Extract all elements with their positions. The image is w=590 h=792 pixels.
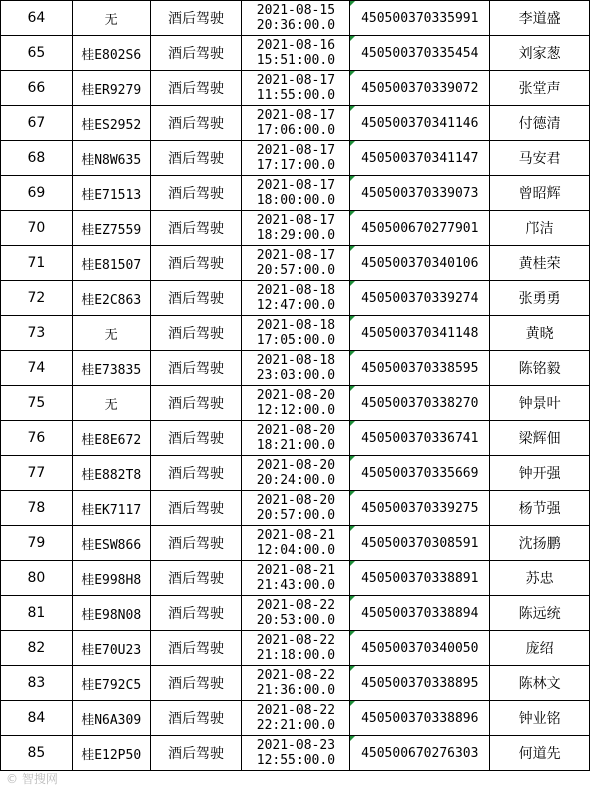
document-number-cell — [350, 386, 490, 421]
table-row — [1, 491, 590, 526]
row-number-cell: 77 — [1, 456, 73, 491]
violation-type-cell: 酒后驾驶 — [150, 456, 242, 491]
document-number-cell — [350, 561, 490, 596]
plate-number-cell: 桂N8W635 — [72, 141, 150, 176]
plate-number-cell: 桂E8E672 — [72, 421, 150, 456]
cell-marker-icon — [350, 141, 355, 146]
violation-type-cell: 酒后驾驶 — [150, 631, 242, 666]
document-number-text: 450500370338891 — [361, 570, 479, 586]
date-text: 2021-08-21 — [256, 563, 336, 578]
plate-number-cell: 桂EZ7559 — [72, 211, 150, 246]
time-text: 20:57:00.0 — [256, 508, 336, 523]
plate-number-cell: 桂E998H8 — [72, 561, 150, 596]
plate-number-cell: 桂E12P50 — [72, 736, 150, 771]
document-number-cell — [350, 456, 490, 491]
name-cell: 张勇勇 — [490, 281, 590, 316]
datetime-cell — [242, 456, 350, 491]
name-cell: 付德清 — [490, 106, 590, 141]
plate-number-cell: 桂EK7117 — [72, 491, 150, 526]
date-text: 2021-08-20 — [256, 388, 336, 403]
datetime-cell — [242, 421, 350, 456]
row-number-cell: 73 — [1, 316, 73, 351]
cell-marker-icon — [350, 421, 355, 426]
row-number-cell: 80 — [1, 561, 73, 596]
document-number-text: 450500370339072 — [361, 80, 479, 96]
violation-type-cell: 酒后驾驶 — [150, 666, 242, 701]
violation-type-cell: 酒后驾驶 — [150, 281, 242, 316]
name-cell: 刘家葱 — [490, 36, 590, 71]
cell-marker-icon — [350, 596, 355, 601]
name-cell: 钟景叶 — [490, 386, 590, 421]
document-number-cell — [350, 36, 490, 71]
plate-number-cell: 桂E71513 — [72, 176, 150, 211]
table-row — [1, 351, 590, 386]
datetime-cell — [242, 561, 350, 596]
date-text: 2021-08-20 — [256, 423, 336, 438]
violation-type-cell: 酒后驾驶 — [150, 736, 242, 771]
date-text: 2021-08-17 — [256, 73, 336, 88]
cell-marker-icon — [350, 246, 355, 251]
table-row — [1, 666, 590, 701]
date-text: 2021-08-18 — [256, 353, 336, 368]
violation-type-cell: 酒后驾驶 — [150, 596, 242, 631]
plate-number-cell: 桂E2C863 — [72, 281, 150, 316]
document-number-cell — [350, 1, 490, 36]
datetime-cell — [242, 1, 350, 36]
violation-type-cell: 酒后驾驶 — [150, 526, 242, 561]
document-number-cell — [350, 631, 490, 666]
row-number-cell: 71 — [1, 246, 73, 281]
violation-type-cell: 酒后驾驶 — [150, 141, 242, 176]
time-text: 18:00:00.0 — [256, 193, 336, 208]
date-text: 2021-08-17 — [256, 108, 336, 123]
violation-type-cell: 酒后驾驶 — [150, 421, 242, 456]
cell-marker-icon — [350, 666, 355, 671]
table-row — [1, 281, 590, 316]
row-number-cell: 65 — [1, 36, 73, 71]
violation-type-cell: 酒后驾驶 — [150, 386, 242, 421]
plate-number-cell: 桂E98N08 — [72, 596, 150, 631]
time-text: 22:21:00.0 — [256, 718, 336, 733]
document-number-cell — [350, 526, 490, 561]
datetime-cell — [242, 36, 350, 71]
time-text: 12:12:00.0 — [256, 403, 336, 418]
document-number-text: 450500370335991 — [361, 10, 479, 26]
document-number-text: 450500370335669 — [361, 465, 479, 481]
date-text: 2021-08-17 — [256, 213, 336, 228]
time-text: 15:51:00.0 — [256, 53, 336, 68]
name-cell: 马安君 — [490, 141, 590, 176]
table-row — [1, 456, 590, 491]
cell-marker-icon — [350, 736, 355, 741]
cell-marker-icon — [350, 701, 355, 706]
date-text: 2021-08-17 — [256, 248, 336, 263]
document-number-cell — [350, 491, 490, 526]
time-text: 18:29:00.0 — [256, 228, 336, 243]
datetime-cell — [242, 141, 350, 176]
date-text: 2021-08-22 — [256, 703, 336, 718]
table-row — [1, 386, 590, 421]
table-row — [1, 631, 590, 666]
plate-number-cell: 无 — [72, 316, 150, 351]
name-cell: 邝洁 — [490, 211, 590, 246]
datetime-cell — [242, 211, 350, 246]
document-number-cell — [350, 421, 490, 456]
name-cell: 杨节强 — [490, 491, 590, 526]
time-text: 20:57:00.0 — [256, 263, 336, 278]
plate-number-cell: 桂E792C5 — [72, 666, 150, 701]
violation-type-cell: 酒后驾驶 — [150, 316, 242, 351]
cell-marker-icon — [350, 351, 355, 356]
table-row — [1, 106, 590, 141]
time-text: 12:04:00.0 — [256, 543, 336, 558]
datetime-cell — [242, 596, 350, 631]
row-number-cell: 67 — [1, 106, 73, 141]
document-number-cell — [350, 71, 490, 106]
time-text: 12:55:00.0 — [256, 753, 336, 768]
table-row — [1, 36, 590, 71]
table-row — [1, 176, 590, 211]
document-number-cell — [350, 666, 490, 701]
document-number-cell — [350, 351, 490, 386]
watermark: © 智搜网 — [6, 772, 58, 786]
table-row — [1, 1, 590, 36]
plate-number-cell: 桂E882T8 — [72, 456, 150, 491]
datetime-cell — [242, 701, 350, 736]
document-number-text: 450500370340106 — [361, 255, 479, 271]
name-cell: 钟开强 — [490, 456, 590, 491]
table-row — [1, 421, 590, 456]
date-text: 2021-08-22 — [256, 668, 336, 683]
table-row — [1, 211, 590, 246]
row-number-cell: 72 — [1, 281, 73, 316]
document-number-cell — [350, 106, 490, 141]
document-number-cell — [350, 246, 490, 281]
document-number-text: 450500370308591 — [361, 535, 479, 551]
document-number-text: 450500370336741 — [361, 430, 479, 446]
time-text: 21:43:00.0 — [256, 578, 336, 593]
time-text: 23:03:00.0 — [256, 368, 336, 383]
time-text: 21:36:00.0 — [256, 683, 336, 698]
document-number-text: 450500670276303 — [361, 745, 479, 761]
name-cell: 陈远统 — [490, 596, 590, 631]
cell-marker-icon — [350, 316, 355, 321]
row-number-cell: 66 — [1, 71, 73, 106]
violation-type-cell: 酒后驾驶 — [150, 351, 242, 386]
datetime-cell — [242, 176, 350, 211]
datetime-cell — [242, 281, 350, 316]
name-cell: 梁辉佃 — [490, 421, 590, 456]
plate-number-cell: 桂ES2952 — [72, 106, 150, 141]
time-text: 20:24:00.0 — [256, 473, 336, 488]
date-text: 2021-08-18 — [256, 318, 336, 333]
name-cell: 苏忠 — [490, 561, 590, 596]
date-text: 2021-08-17 — [256, 178, 336, 193]
datetime-cell — [242, 386, 350, 421]
name-cell: 黄桂荣 — [490, 246, 590, 281]
name-cell: 何道先 — [490, 736, 590, 771]
document-number-text: 450500370338894 — [361, 605, 479, 621]
violation-type-cell: 酒后驾驶 — [150, 36, 242, 71]
document-number-text: 450500370338895 — [361, 675, 479, 691]
datetime-cell — [242, 246, 350, 281]
document-number-text: 450500370339275 — [361, 500, 479, 516]
cell-marker-icon — [350, 631, 355, 636]
row-number-cell: 79 — [1, 526, 73, 561]
name-cell: 陈林文 — [490, 666, 590, 701]
document-number-text: 450500370341148 — [361, 325, 479, 341]
violation-type-cell: 酒后驾驶 — [150, 246, 242, 281]
datetime-cell — [242, 71, 350, 106]
row-number-cell: 84 — [1, 701, 73, 736]
violation-type-cell: 酒后驾驶 — [150, 211, 242, 246]
cell-marker-icon — [350, 106, 355, 111]
name-cell: 庞绍 — [490, 631, 590, 666]
violation-type-cell: 酒后驾驶 — [150, 561, 242, 596]
row-number-cell: 75 — [1, 386, 73, 421]
row-number-cell: 78 — [1, 491, 73, 526]
cell-marker-icon — [350, 561, 355, 566]
document-number-cell — [350, 316, 490, 351]
table-row — [1, 526, 590, 561]
violation-type-cell: 酒后驾驶 — [150, 491, 242, 526]
name-cell: 沈扬鹏 — [490, 526, 590, 561]
time-text: 20:36:00.0 — [256, 18, 336, 33]
document-number-cell — [350, 176, 490, 211]
plate-number-cell: 桂ER9279 — [72, 71, 150, 106]
document-number-cell — [350, 701, 490, 736]
row-number-cell: 83 — [1, 666, 73, 701]
time-text: 18:21:00.0 — [256, 438, 336, 453]
time-text: 17:05:00.0 — [256, 333, 336, 348]
cell-marker-icon — [350, 491, 355, 496]
document-number-text: 450500370338595 — [361, 360, 479, 376]
name-cell: 黄晓 — [490, 316, 590, 351]
name-cell: 陈铭毅 — [490, 351, 590, 386]
cell-marker-icon — [350, 281, 355, 286]
name-cell: 曾昭辉 — [490, 176, 590, 211]
cell-marker-icon — [350, 36, 355, 41]
plate-number-cell: 桂E802S6 — [72, 36, 150, 71]
date-text: 2021-08-20 — [256, 493, 336, 508]
time-text: 17:06:00.0 — [256, 123, 336, 138]
plate-number-cell: 无 — [72, 386, 150, 421]
date-text: 2021-08-21 — [256, 528, 336, 543]
datetime-cell — [242, 736, 350, 771]
date-text: 2021-08-22 — [256, 633, 336, 648]
plate-number-cell: 桂ESW866 — [72, 526, 150, 561]
name-cell: 李道盛 — [490, 1, 590, 36]
violation-type-cell: 酒后驾驶 — [150, 71, 242, 106]
time-text: 21:18:00.0 — [256, 648, 336, 663]
cell-marker-icon — [350, 386, 355, 391]
datetime-cell — [242, 351, 350, 386]
document-number-text: 450500670277901 — [361, 220, 479, 236]
row-number-cell: 69 — [1, 176, 73, 211]
date-text: 2021-08-23 — [256, 738, 336, 753]
table-row — [1, 316, 590, 351]
row-number-cell: 70 — [1, 211, 73, 246]
document-number-text: 450500370338270 — [361, 395, 479, 411]
table-row — [1, 736, 590, 771]
time-text: 17:17:00.0 — [256, 158, 336, 173]
document-number-text: 450500370339274 — [361, 290, 479, 306]
cell-marker-icon — [350, 176, 355, 181]
time-text: 12:47:00.0 — [256, 298, 336, 313]
document-number-cell — [350, 141, 490, 176]
date-text: 2021-08-22 — [256, 598, 336, 613]
table-row — [1, 561, 590, 596]
document-number-text: 450500370341147 — [361, 150, 479, 166]
time-text: 20:53:00.0 — [256, 613, 336, 628]
document-number-text: 450500370340050 — [361, 640, 479, 656]
document-number-cell — [350, 596, 490, 631]
cell-marker-icon — [350, 526, 355, 531]
time-text: 11:55:00.0 — [256, 88, 336, 103]
date-text: 2021-08-18 — [256, 283, 336, 298]
plate-number-cell: 桂E70U23 — [72, 631, 150, 666]
document-number-text: 450500370338896 — [361, 710, 479, 726]
row-number-cell: 74 — [1, 351, 73, 386]
violation-type-cell: 酒后驾驶 — [150, 1, 242, 36]
row-number-cell: 82 — [1, 631, 73, 666]
plate-number-cell: 桂E73835 — [72, 351, 150, 386]
document-number-text: 450500370335454 — [361, 45, 479, 61]
table-row — [1, 141, 590, 176]
plate-number-cell: 无 — [72, 1, 150, 36]
datetime-cell — [242, 666, 350, 701]
plate-number-cell: 桂E81507 — [72, 246, 150, 281]
document-number-cell — [350, 211, 490, 246]
plate-number-cell: 桂N6A309 — [72, 701, 150, 736]
row-number-cell: 81 — [1, 596, 73, 631]
table-row — [1, 71, 590, 106]
cell-marker-icon — [350, 71, 355, 76]
date-text: 2021-08-15 — [256, 3, 336, 18]
datetime-cell — [242, 106, 350, 141]
document-number-text: 450500370341146 — [361, 115, 479, 131]
document-number-cell — [350, 281, 490, 316]
cell-marker-icon — [350, 456, 355, 461]
date-text: 2021-08-20 — [256, 458, 336, 473]
row-number-cell: 64 — [1, 1, 73, 36]
cell-marker-icon — [350, 211, 355, 216]
row-number-cell: 68 — [1, 141, 73, 176]
violation-type-cell: 酒后驾驶 — [150, 176, 242, 211]
datetime-cell — [242, 491, 350, 526]
document-number-cell — [350, 736, 490, 771]
table-row — [1, 701, 590, 736]
name-cell: 钟业铭 — [490, 701, 590, 736]
date-text: 2021-08-16 — [256, 38, 336, 53]
violation-type-cell: 酒后驾驶 — [150, 106, 242, 141]
document-number-text: 450500370339073 — [361, 185, 479, 201]
violation-type-cell: 酒后驾驶 — [150, 701, 242, 736]
name-cell: 张堂声 — [490, 71, 590, 106]
row-number-cell: 76 — [1, 421, 73, 456]
table-row — [1, 596, 590, 631]
cell-marker-icon — [350, 1, 355, 6]
datetime-cell — [242, 316, 350, 351]
datetime-cell — [242, 526, 350, 561]
row-number-cell: 85 — [1, 736, 73, 771]
date-text: 2021-08-17 — [256, 143, 336, 158]
table-row — [1, 246, 590, 281]
datetime-cell — [242, 631, 350, 666]
table-body — [1, 1, 590, 771]
